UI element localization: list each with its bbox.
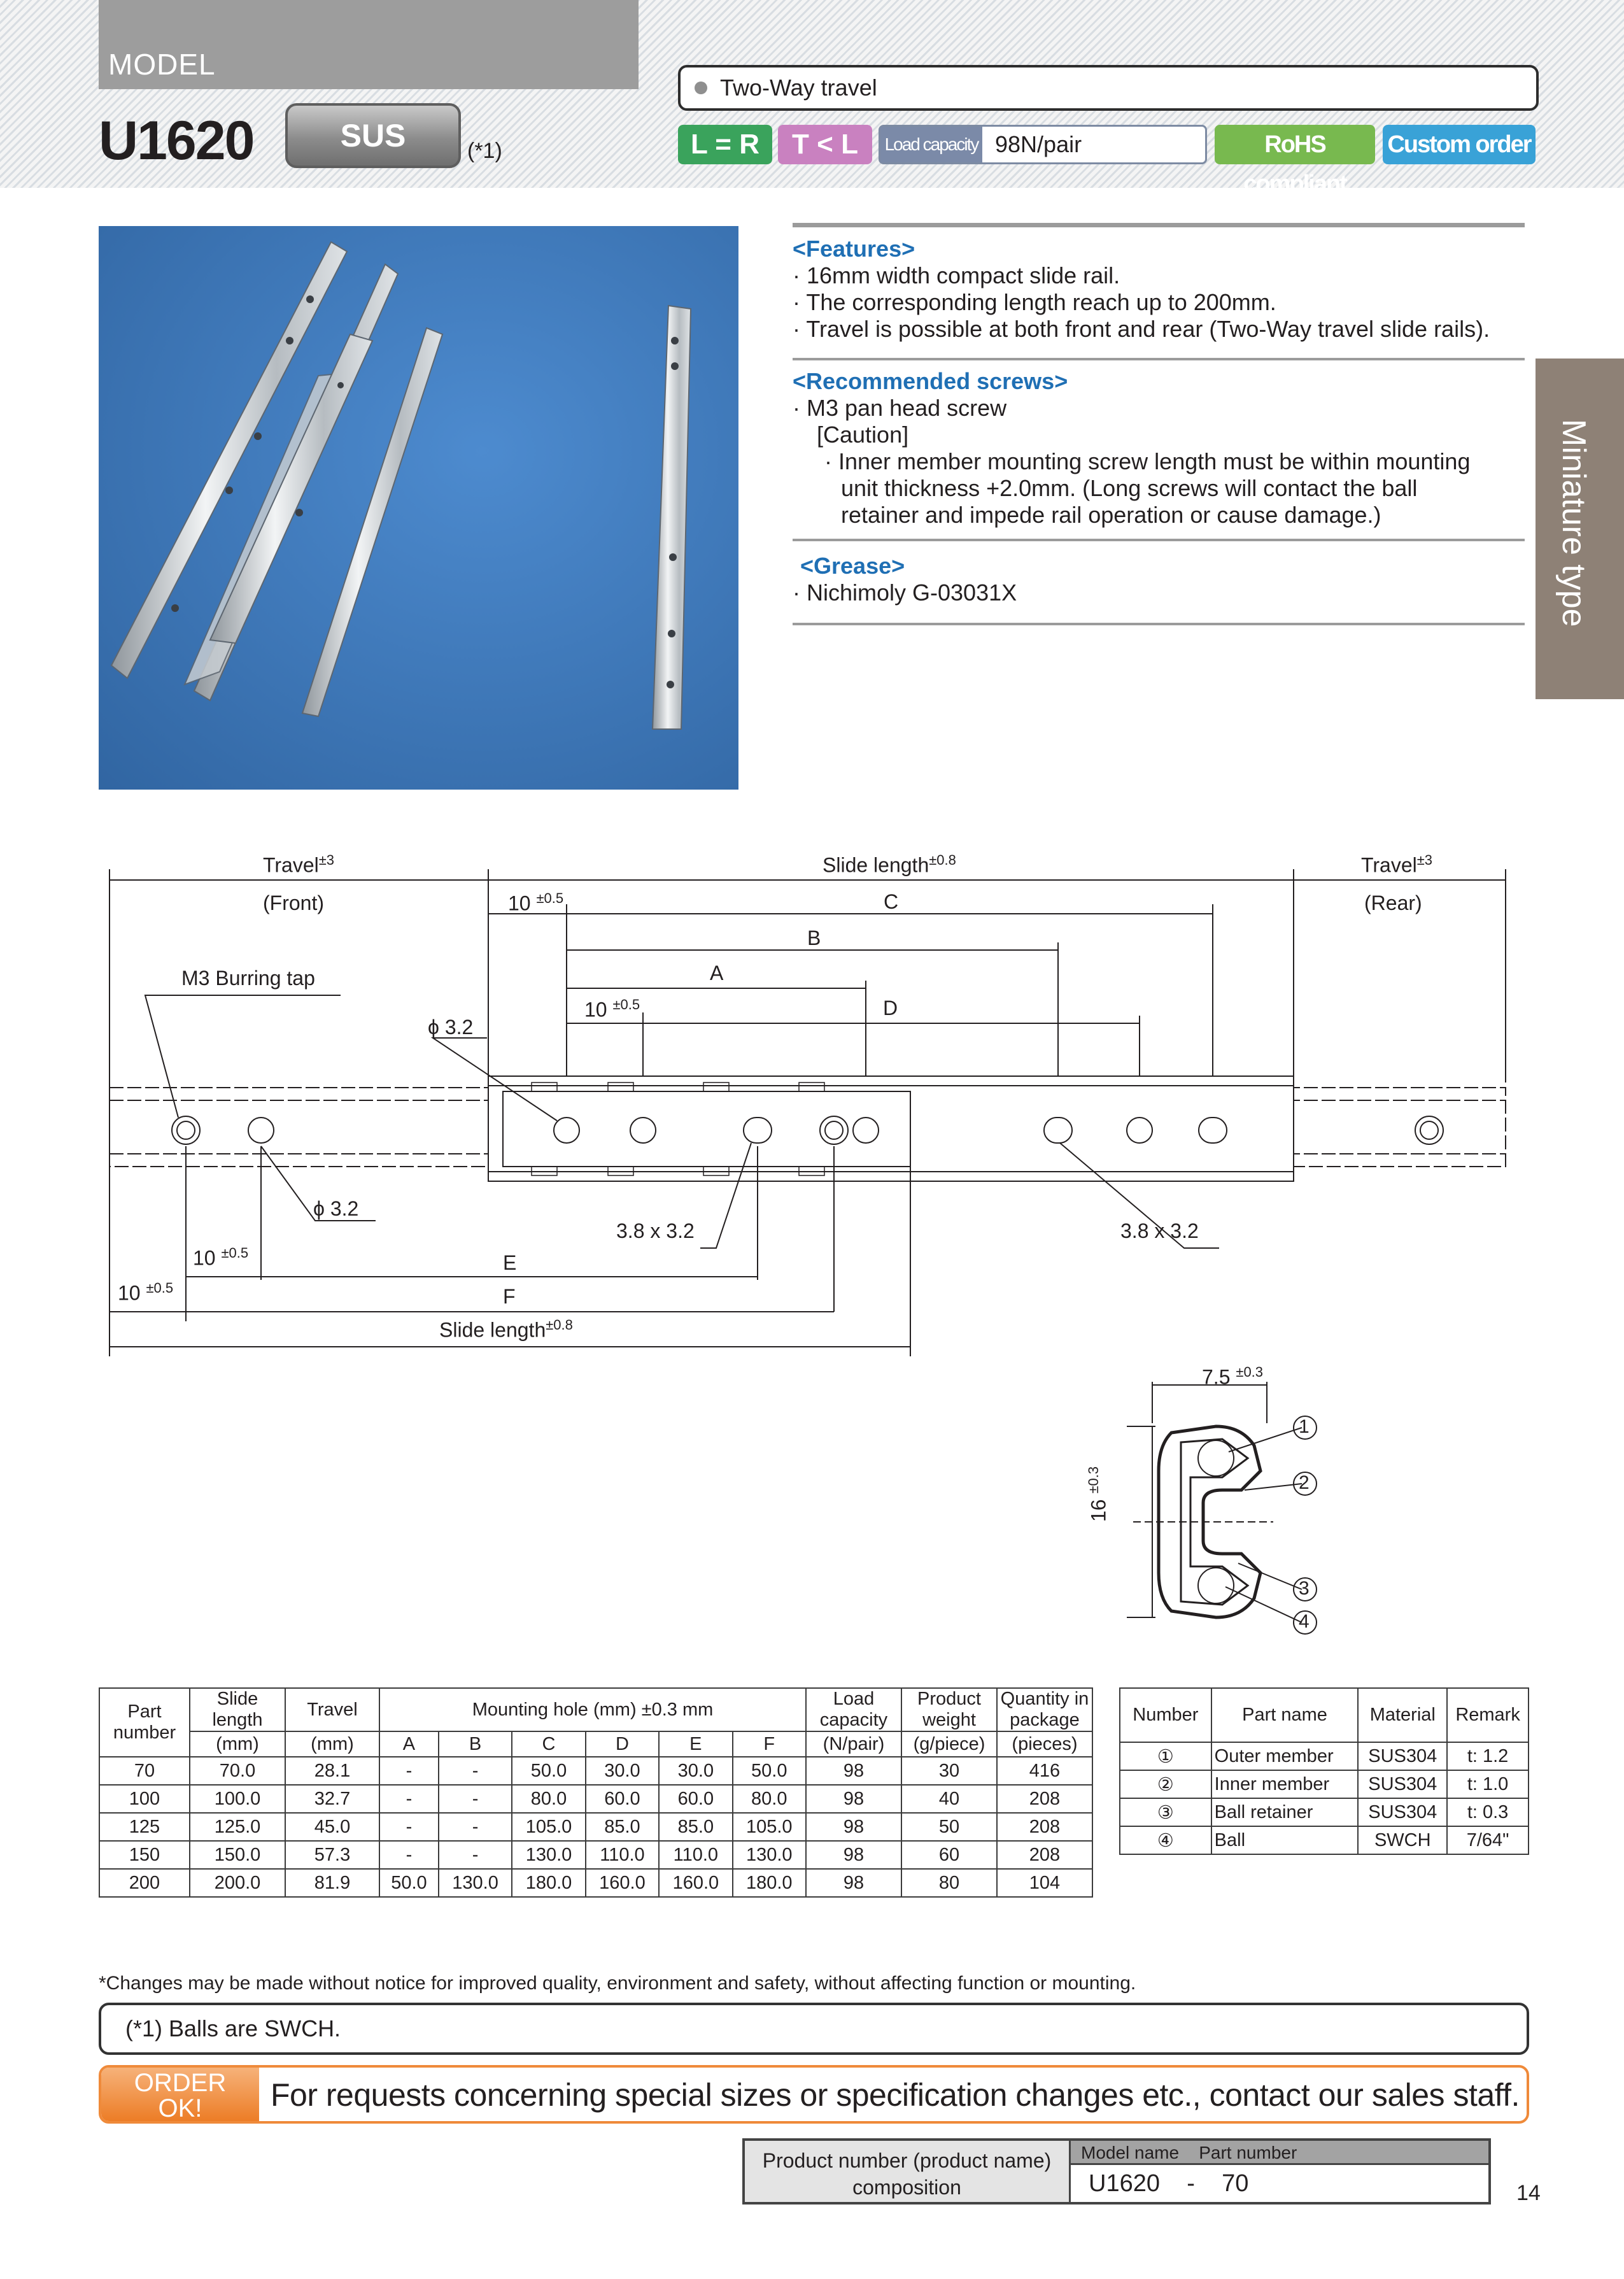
load-capacity-label: Load capacity [880,127,982,162]
spec-table [99,1687,1093,1898]
product-number-header [1071,2141,1488,2165]
tag-l-equals-r: L = R [678,125,772,164]
caution-line: retainer and impede rail operation or cause damage.) [841,502,1381,528]
slot-label-2: 3.8 x 3.2 [1120,1219,1199,1242]
table-cell: 80 [901,1869,997,1897]
col-part-name: Part name [1211,1688,1359,1742]
dim-b-label: B [807,927,821,949]
table-cell: 130.0 [512,1841,585,1869]
feature-item: · 16mm width compact slide rail. [793,262,1120,288]
travel-type: Two-Way travel [720,75,877,101]
col-qty-unit: (pieces) [997,1731,1092,1757]
table-cell: 130.0 [733,1841,806,1869]
table-cell: SUS304 [1358,1770,1447,1798]
burring-tap-label: M3 Burring tap [181,967,315,990]
table-cell: - [379,1841,439,1869]
table-cell: 80.0 [512,1785,585,1813]
col-c: C [512,1731,585,1757]
callout-1: 1 [1299,1416,1310,1437]
table-row [99,1813,1092,1841]
table-cell: Inner member [1211,1770,1359,1798]
table-cell: 104 [997,1869,1092,1897]
material-note: (*1) [467,139,502,163]
callout-2: 2 [1299,1472,1310,1493]
table-cell: 98 [806,1785,901,1813]
table-row [1120,1770,1529,1798]
travel-front-label: Travel$^{\pm 3}$ [263,852,335,877]
rear-label: (Rear) [1364,891,1422,914]
table-cell: 85.0 [659,1813,732,1841]
table-cell: - [439,1785,512,1813]
travel-rear-label: Travel$^{\pm 3}$ [1361,852,1433,877]
table-cell: SUS304 [1358,1742,1447,1770]
product-number-box [742,2138,1491,2204]
table-cell: 98 [806,1869,901,1897]
table-cell: 160.0 [659,1869,732,1897]
table-cell: Ball retainer [1211,1798,1359,1826]
side-tab-label: Miniature type [1555,419,1592,627]
table-cell: 80.0 [733,1785,806,1813]
cross-section-drawing [1095,1363,1362,1649]
section-width-label: 7.5 $^{\pm 0.3}$ [1202,1364,1264,1389]
table-cell: 98 [806,1757,901,1785]
dim-f-label: F [503,1285,516,1308]
table-cell: 200.0 [190,1869,285,1897]
tag-t-less-l: T < L [778,125,872,164]
changes-note: *Changes may be made without notice for improved quality, environment and safety, without affecting function or mounting. [99,1973,1136,1994]
table-cell: 180.0 [733,1869,806,1897]
table-cell: 208 [997,1813,1092,1841]
table-cell: 60 [901,1841,997,1869]
table-cell: 50 [901,1813,997,1841]
table-cell: 416 [997,1757,1092,1785]
pn-part: 70 [1222,2170,1249,2197]
screws-line: · M3 pan head screw [793,395,1007,421]
load-capacity-value: 98N/pair [995,131,1082,157]
table-cell: SWCH [1358,1826,1447,1854]
balls-note: (*1) Balls are SWCH. [125,2015,341,2041]
table-row [99,1757,1092,1785]
product-number-label [745,2141,1071,2202]
order-box [99,2065,1529,2124]
table-cell: 160.0 [586,1869,659,1897]
pn-head-model: Model name [1081,2143,1180,2162]
feature-item: · Travel is possible at both front and rear (Two-Way travel slide rails). [793,316,1490,342]
table-cell: ④ [1120,1826,1211,1854]
table-row [1120,1826,1529,1854]
table-cell: SUS304 [1358,1798,1447,1826]
table-cell: 60.0 [659,1785,732,1813]
table-cell: - [379,1813,439,1841]
col-d: D [586,1731,659,1757]
grease-item: · Nichimoly G-03031X [793,579,1017,606]
table-cell: 50.0 [512,1757,585,1785]
table-cell: 130.0 [439,1869,512,1897]
col-f: F [733,1731,806,1757]
table-cell: t: 1.2 [1447,1742,1529,1770]
material-badge: SUS [285,103,461,168]
col-material: Material [1358,1688,1447,1742]
table-cell: 70.0 [190,1757,285,1785]
table-cell: 100.0 [190,1785,285,1813]
screws-title: <Recommended screws> [793,368,1068,394]
pn-dash: - [1187,2170,1195,2197]
table-cell: 45.0 [285,1813,379,1841]
table-cell: 105.0 [733,1813,806,1841]
table-cell: 150 [99,1841,190,1869]
table-cell: 98 [806,1841,901,1869]
model-label: MODEL [108,48,216,81]
hole-phi-label: ϕ 3.2 [428,1016,474,1039]
slot-label: 3.8 x 3.2 [616,1219,695,1242]
pn-model: U1620 [1089,2170,1160,2197]
feature-item: · The corresponding length reach up to 200mm. [793,289,1276,315]
dim-10-label-2: 10 $^{\pm 0.5}$ [584,997,640,1021]
table-cell: 150.0 [190,1841,285,1869]
callout-3: 3 [1299,1578,1310,1599]
product-number-value [1089,2168,1248,2199]
table-cell: 40 [901,1785,997,1813]
col-quantity: Quantity in package [997,1688,1092,1731]
order-text: For requests concerning special sizes or specification changes etc., contact our sales staff. [271,2077,1520,2113]
dim-10-label: 10 $^{\pm 0.5}$ [508,890,564,915]
slide-length-bottom-label: Slide length$^{\pm 0.8}$ [439,1317,573,1342]
table-cell: 32.7 [285,1785,379,1813]
table-cell: 85.0 [586,1813,659,1841]
table-cell: 50.0 [733,1757,806,1785]
table-cell: 110.0 [659,1841,732,1869]
col-load-capacity: Load capacity [806,1688,901,1731]
table-cell: 81.9 [285,1869,379,1897]
rohs-badge: RoHS compliant [1215,125,1375,164]
col-slide-unit: (mm) [190,1731,285,1757]
pn-label-line: composition [852,2176,961,2199]
table-cell: 28.1 [285,1757,379,1785]
col-remark: Remark [1447,1688,1529,1742]
table-cell: 50.0 [379,1869,439,1897]
order-tag-line: OK! [158,2094,202,2122]
table-cell: 208 [997,1785,1092,1813]
caution-line: unit thickness +2.0mm. (Long screws will contact the ball [841,475,1418,501]
table-row [99,1869,1092,1897]
table-cell: 98 [806,1813,901,1841]
dim-10-label-3: 10 $^{\pm 0.5}$ [193,1245,249,1270]
table-cell: 7/64" [1447,1826,1529,1854]
col-mounting-hole: Mounting hole (mm) ±0.3 mm [379,1688,806,1731]
front-label: (Front) [263,891,324,914]
col-product-weight: Product weight [901,1688,997,1731]
table-cell: - [439,1757,512,1785]
dim-e-label: E [503,1251,517,1274]
table-cell: - [379,1785,439,1813]
col-weight-unit: (g/piece) [901,1731,997,1757]
table-cell: 200 [99,1869,190,1897]
table-cell: - [379,1757,439,1785]
table-row [99,1841,1092,1869]
features-title: <Features> [793,236,915,262]
table-cell: 105.0 [512,1813,585,1841]
col-number: Number [1120,1688,1211,1742]
col-slide-length: Slide length [190,1688,285,1731]
table-cell: - [439,1813,512,1841]
col-load-unit: (N/pair) [806,1731,901,1757]
slide-length-label: Slide length$^{\pm 0.8}$ [823,852,956,877]
col-part-number: Part number [99,1688,190,1757]
table-row [99,1785,1092,1813]
custom-order-badge: Custom order [1383,125,1536,164]
table-cell: 208 [997,1841,1092,1869]
table-cell: 70 [99,1757,190,1785]
spec-table-body [99,1757,1092,1897]
balls-note-box [99,2003,1529,2055]
section-height-label: 16 $^{\pm 0.3}$ [1085,1466,1110,1522]
col-travel-unit: (mm) [285,1731,379,1757]
table-cell: 110.0 [586,1841,659,1869]
caution-label: [Caution] [817,422,909,448]
callout-4: 4 [1299,1611,1310,1632]
dim-d-label: D [883,997,898,1019]
table-cell: - [439,1841,512,1869]
table-cell: 30 [901,1757,997,1785]
parts-table [1119,1687,1529,1855]
table-cell: Outer member [1211,1742,1359,1770]
table-row [1120,1798,1529,1826]
table-cell: t: 1.0 [1447,1770,1529,1798]
dim-10-label-4: 10 $^{\pm 0.5}$ [118,1280,174,1305]
table-cell: 125 [99,1813,190,1841]
table-cell: 30.0 [659,1757,732,1785]
col-b: B [439,1731,512,1757]
grease-title: <Grease> [800,553,905,579]
table-row [1120,1742,1529,1770]
table-cell: 180.0 [512,1869,585,1897]
parts-table-body [1120,1742,1529,1854]
table-cell: 30.0 [586,1757,659,1785]
hole-phi-label-2: ϕ 3.2 [313,1197,359,1220]
model-name: U1620 [99,110,254,171]
table-cell: 100 [99,1785,190,1813]
table-cell: 125.0 [190,1813,285,1841]
col-travel: Travel [285,1688,379,1731]
caution-line: · Inner member mounting screw length must be within mounting [824,448,1471,474]
col-a: A [379,1731,439,1757]
table-cell: t: 0.3 [1447,1798,1529,1826]
pn-label-line: Product number (product name) [762,2149,1052,2172]
table-cell: 60.0 [586,1785,659,1813]
pn-head-part: Part number [1199,2143,1297,2162]
table-cell: ② [1120,1770,1211,1798]
table-cell: 57.3 [285,1841,379,1869]
table-cell: ③ [1120,1798,1211,1826]
page-number: 14 [1516,2181,1541,2205]
order-ok-tag [101,2068,259,2124]
dim-a-label: A [710,962,724,984]
dim-c-label: C [884,890,899,913]
col-e: E [659,1731,732,1757]
table-cell: ① [1120,1742,1211,1770]
order-tag-line: ORDER [134,2069,227,2097]
table-cell: Ball [1211,1826,1359,1854]
